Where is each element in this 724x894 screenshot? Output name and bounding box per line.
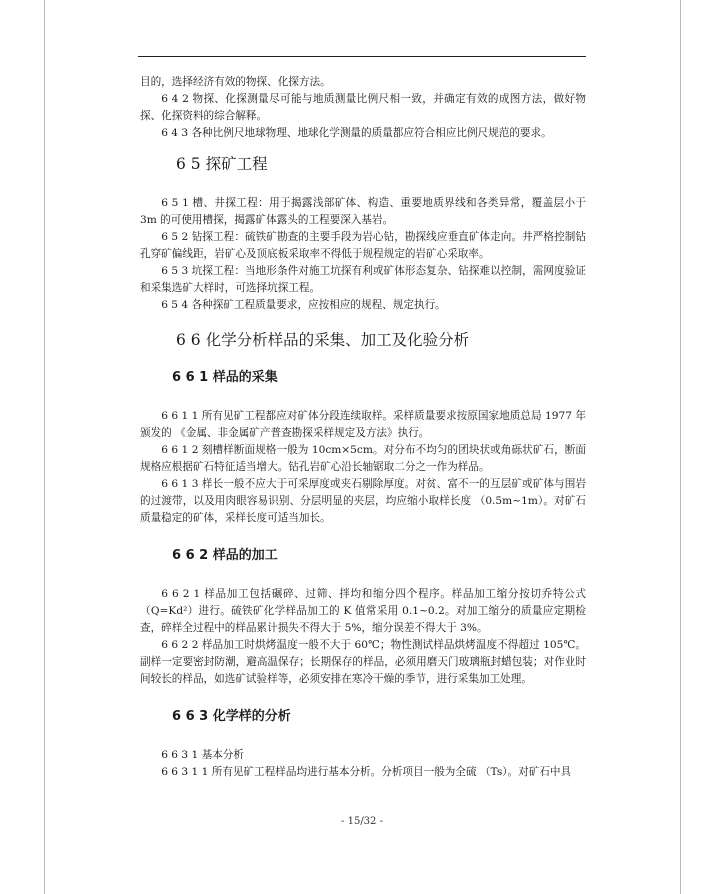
paragraph: 6 5 2 钻探工程：硫铁矿勘查的主要手段为岩心钻，勘探线应垂直矿体走向。井严格控制钻孔穿矿偏线距，岩矿心及顶底板采取率不得低于规程规定的岩矿心采取率。 [140,231,586,260]
subsection-heading-6-6-1: 6 6 1 样品的采集 [172,370,278,385]
paragraph: 6 6 2 2 样品加工时烘烤温度一般不大于 60℃；物性测试样品烘烤温度不得超过 105℃。副样一定要密封防潮，避高温保存；长期保存的样品，必须用磨天门玻璃瓶封蜡包装；对作业时间较长的样品，如选矿试验样等，必须安排在寒冷干燥的季节，进行采集加工处理。 [140,639,586,685]
paragraph: 6 5 3 坑探工程：当地形条件对施工坑探有利或矿体形态复杂、钻探难以控制，需网度验证和采集选矿大样时，可选择坑探工程。 [140,265,586,294]
paragraph: 目的，选择经济有效的物探、化探方法。 [140,76,331,88]
section-heading-6-5: 6 5 探矿工程 [176,155,268,173]
section-heading-6-6: 6 6 化学分析样品的采集、加工及化验分析 [176,331,470,349]
page-body [140,74,586,781]
paragraph: 6 6 1 1 所有见矿工程都应对矿体分段连续取样。采样质量要求按原国家地质总局 1977 年颁发的 《金属、非金属矿产普查勘探采样规定及方法》执行。 [140,410,586,439]
paragraph: 6 6 2 1 样品加工包括碾碎、过筛、拌均和缩分四个程序。样品加工缩分按切乔特公式（Q=Kd²）进行。硫铁矿化学样品加工的 K 值常采用 0.1~0.2。对加工缩分的质量应定期检查，碎样全过程中的样品累计损失不得大于 5%，缩分误差不得大于 3%。 [140,588,586,634]
page-number: - 15/32 - [341,816,383,827]
paragraph: 6 5 1 槽、井探工程：用于揭露浅部矿体、构造、重要地质界线和各类异常，覆盖层小于 3m 的可使用槽探，揭露矿体露头的工程要深入基岩。 [140,197,586,226]
page-left-border [44,0,45,894]
subsection-heading-6-6-2: 6 6 2 样品的加工 [172,548,278,563]
subsection-heading-6-6-3: 6 6 3 化学样的分析 [172,709,291,724]
page-right-border [680,0,681,894]
paragraph: 6 4 3 各种比例尺地球物理、地球化学测量的质量都应符合相应比例尺规范的要求。 [161,127,552,139]
paragraph: 6 6 3 1 1 所有见矿工程样品均进行基本分析。分析项目一般为全硫 （Ts）。对矿石中具 [161,766,572,778]
paragraph: 6 4 2 物探、化探测量尽可能与地质测量比例尺相一致，并确定有效的成图方法，做好物探、化探资料的综合解释。 [140,93,586,122]
paragraph: 6 6 3 1 基本分析 [161,749,244,761]
paragraph: 6 6 1 2 刻槽样断面规格一般为 10cm×5cm。对分布不均匀的团块状或角砾状矿石，断面规格应根据矿石特征适当增大。钻孔岩矿心沿长轴锯取二分之一作为样品。 [140,444,586,473]
paragraph: 6 6 1 3 样长一般不应大于可采厚度或夹石剔除厚度。对贫、富不一的互层矿或矿体与围岩的过渡带，以及用肉眼容易识别、分层明显的夹层，均应缩小取样长度 （0.5m~1m）。对矿石质量稳定的矿体，采样长度可适当加长。 [140,478,586,524]
paragraph: 6 5 4 各种探矿工程质量要求，应按相应的规程、规定执行。 [161,299,446,311]
header-rule [138,56,586,57]
